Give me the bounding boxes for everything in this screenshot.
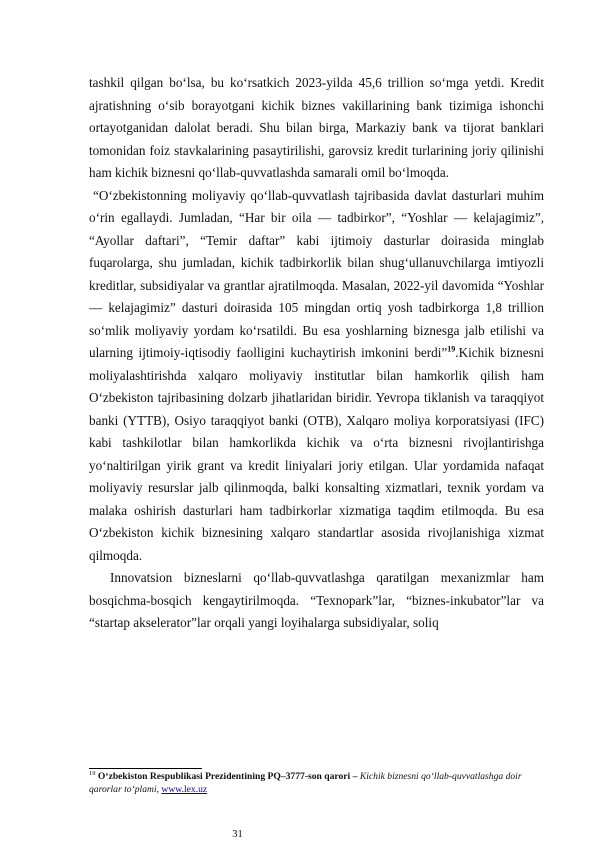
footnote-source: O‘zbekiston Respublikasi Prezidentining PQ–3777-son qarori – [97,771,358,782]
footnote-separator: , [156,784,160,795]
paragraph-innovation: Innovatsion bizneslarni qo‘llab-quvvatlashga qaratilgan mexanizmlar ham bosqichma-bosqich kengaytirilmoqda. “Texnopark”lar, “biznes-inkubator”lar va “startap akselerator”lar orqali yangi loyihalarga subsidiyalar, soliq [89,570,544,630]
paragraph-credit: tashkil qilgan bo‘lsa, bu ko‘rsatkich 2023-yilda 45,6 trillion so‘mga yetdi. Kredit ajratishning o‘sib borayotgani kichik biznes vakillarining bank tizimiga ishonchi ortayotganidan dalolat beradi. Shu bilan birga, Markaziy bank va tijorat banklari tomonidan foiz stavkalarining pasaytirilishi, garovsiz kredit turlarining joriy qilinishi ham kichik biznesni qo‘llab-quvvatlashda samarali omil bo‘lmoqda. [89,75,544,180]
footnote [89,770,544,796]
paragraph-international-text: .Kichik biznesni moliyalashtirishda xalqaro moliyaviy institutlar bilan hamkorlik qilish ham O‘zbekiston tajribasining dolzarb jihatlaridan biridir. Yevropa tiklanish va taraqqiyot banki (YTTB), Osiyo taraqqiyot banki (OTB), Xalqaro moliya korporatsiyasi (IFC) kabi tashkilotlar bilan hamkorlikda kichik va o‘rta biznesni rivojlantirishga yo‘naltirilgan yirik grant va kredit liniyalari joriy etilgan. Ular yordamida nafaqat moliyaviy resurslar jalb qilinmoqda, balki konsalting xizmatlari, texnik yordam va malaka oshirish dasturlari ham tadbirkorlar xizmatiga taqdim etilmoqda. Bu esa O‘zbekiston kichik biznesining xalqaro standartlar asosida rivojlanishiga xizmat qilmoqda. [89,345,544,563]
page-number: 31 [232,829,243,840]
paragraph-state-programs [89,185,544,568]
footnote-reference[interactable]: 19 [447,344,456,354]
paragraph-state-programs-text: “O‘zbekistonning moliyaviy qo‘llab-quvvatlash tajribasida davlat dasturlari muhim o‘rin egallaydi. Jumladan, “Har bir oila — tadbirkor”, “Yoshlar — kelajagimiz”, “Ayollar daftari”, “Temir daftar” kabi ijtimoiy dasturlar doirasida minglab fuqarolarga, shu jumladan, kichik tadbirkorlik bilan shug‘ullanuvchilarga imtiyozli kreditlar, subsidiyalar va grantlar ajratilmoqda. Masalan, 2022-yil davomida “Yoshlar — kelajagimiz” dasturi doirasida 105 mingdan ortiq yosh tadbirkorga 1,8 trillion so‘mlik moliyaviy yordam ko‘rsatildi. Bu esa yoshlarning biznesga jalb etilishi va ularning ijtimoiy-iqtisodiy faolligini kuchaytirish imkonini berdi” [89,187,544,360]
footnote-title: Kichik biznesni qo‘llab-quvvatlashga doir qarorlar to‘plami [89,771,522,795]
footnote-number: 19 [89,769,96,777]
page-body [89,72,544,635]
footnote-divider [89,768,202,769]
footnote-link[interactable]: www.lex.uz [161,784,208,795]
